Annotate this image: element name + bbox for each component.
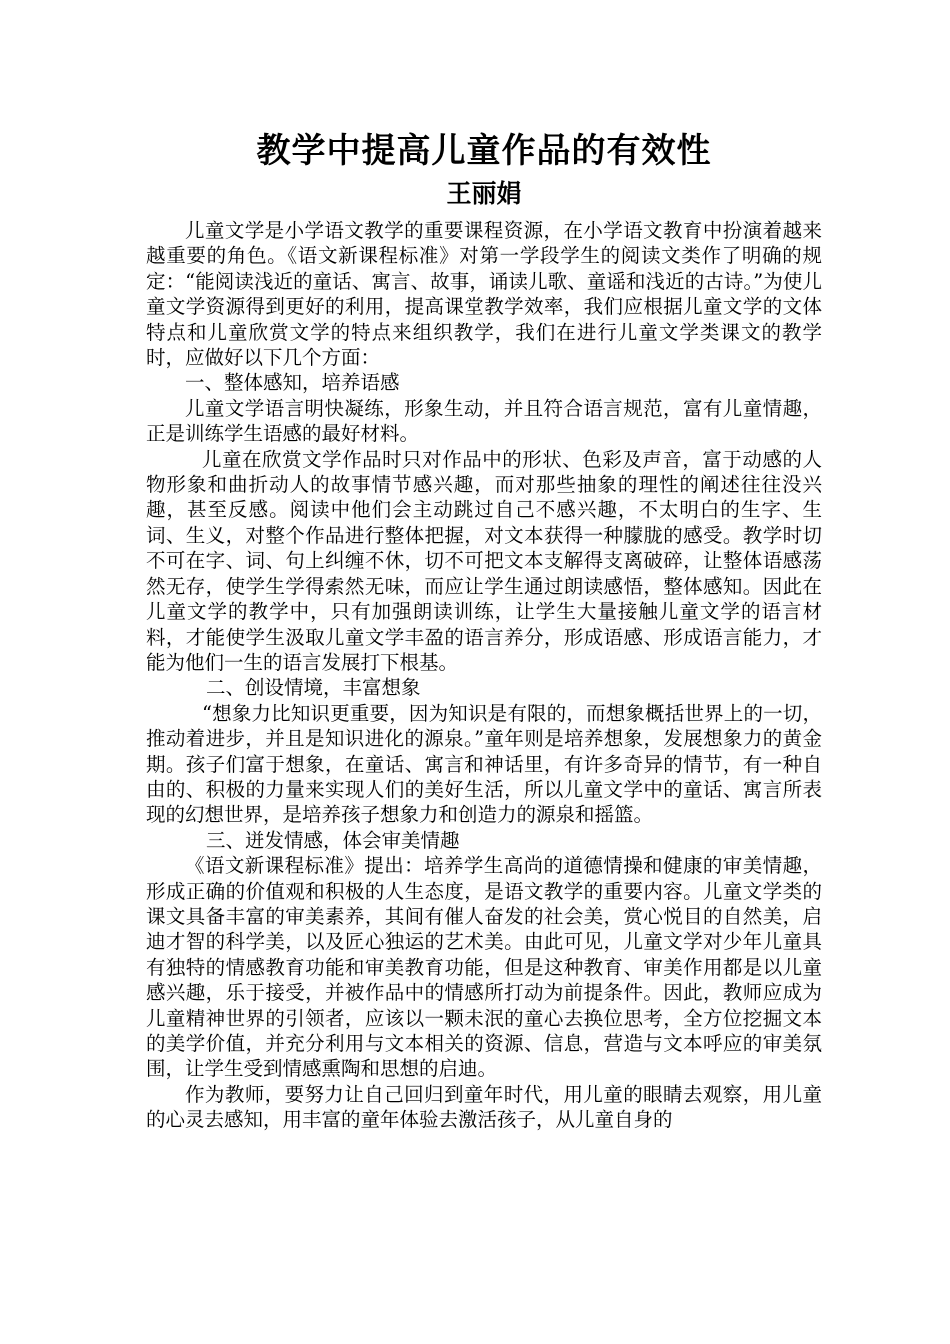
section-heading-2: 二、创设情境，丰富想象: [206, 676, 421, 700]
paragraph: 《语文新课程标准》提出：培养学生高尚的道德情操和健康的审美情趣，形成正确的价值观和积极的人生态度，是语文教学的重要内容。儿童文学类的课文具备丰富的审美素养，其间有催人奋发的社会美，赏心悦目的自然美，启迪才智的科学美，以及匠心独运的艺术美。由此可见，儿童文学对少年儿童具有独特的情感教育功能和审美教育功能，但是这种教育、审美作用都是以儿童感兴趣，乐于接受，并被作品中的情感所打动为前提条件。因此，教师应成为儿童精神世界的引领者，应该以一颗未泯的童心去换位思考，全方位挖掘文本的美学价值，并充分利用与文本相关的资源、信息，营造与文本呼应的审美氛围，让学生受到情感熏陶和思想的启迪。: [146, 854, 822, 1081]
paragraph: “想象力比知识更重要，因为知识是有限的，而想象概括世界上的一切，推动着进步，并且是知识进化的源泉。”童年则是培养想象，发展想象力的黄金期。孩子们富于想象，在童话、寓言和神话里，有许多奇异的情节，有一种自由的、积极的力量来实现人们的美好生活，所以儿童文学中的童话、寓言所表现的幻想世界，是培养孩子想象力和创造力的源泉和摇篮。: [146, 701, 822, 827]
paragraph: 儿童在欣赏文学作品时只对作品中的形状、色彩及声音，富于动感的人物形象和曲折动人的故事情节感兴趣，而对那些抽象的理性的阐述往往没兴趣，甚至反感。阅读中他们会主动跳过自己不感兴趣，不太明白的生字、生词、生义，对整个作品进行整体把握，对文本获得一种朦胧的感受。教学时切不可在字、词、句上纠缠不休，切不可把文本支解得支离破碎，让整体语感荡然无存，使学生学得索然无味，而应让学生通过朗读感悟，整体感知。因此在儿童文学的教学中，只有加强朗读训练，让学生大量接触儿童文学的语言材料，才能使学生汲取儿童文学丰盈的语言养分，形成语感、形成语言能力，才能为他们一生的语言发展打下根基。: [146, 447, 822, 674]
section-heading-1: 一、整体感知，培养语感: [185, 371, 400, 395]
paragraph: 作为教师，要努力让自己回归到童年时代，用儿童的眼睛去观察，用儿童的心灵去感知，用丰富的童年体验去激活孩子，从儿童自身的: [146, 1082, 822, 1132]
section-heading-3: 三、迸发情感，体会审美情趣: [206, 828, 460, 852]
paragraph-intro: 儿童文学是小学语文教学的重要课程资源，在小学语文教育中扮演着越来越重要的角色。《语文新课程标准》对第一学段学生的阅读文类作了明确的规定：“能阅读浅近的童话、寓言、故事，诵读儿歌、童谣和浅近的古诗。”为使儿童文学资源得到更好的利用，提高课堂教学效率，我们应根据儿童文学的文体特点和儿童欣赏文学的特点来组织教学，我们在进行儿童文学类课文的教学时，应做好以下几个方面：: [146, 219, 822, 370]
paragraph: 儿童文学语言明快凝练，形象生动，并且符合语言规范，富有儿童情趣，正是训练学生语感的最好材料。: [146, 396, 822, 446]
author-name: 王丽娟: [446, 179, 522, 208]
document-title: 教学中提高儿童作品的有效性: [256, 131, 712, 171]
document-page: [146, 126, 822, 1133]
